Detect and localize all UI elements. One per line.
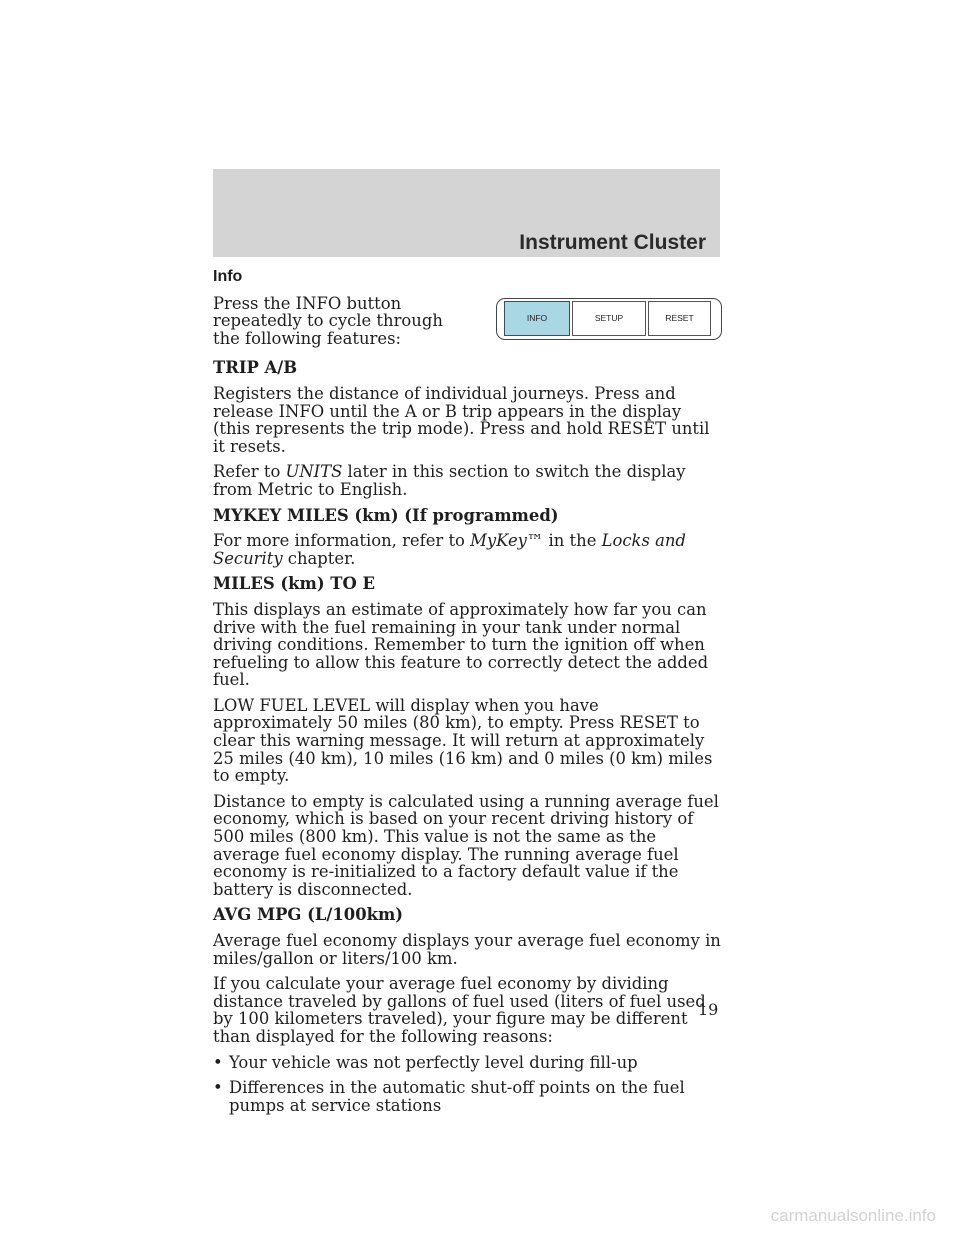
list-item (213, 1054, 721, 1072)
mykey-p-mid: in the (543, 531, 602, 551)
chapter-header (213, 169, 720, 257)
reset-button-illustration: RESET (648, 301, 711, 336)
bullet-icon: • (213, 1078, 223, 1098)
bullet-text: Differences in the automatic shut-off points on the fuel pumps at service stations (229, 1078, 685, 1115)
mykey-heading: MYKEY MILES (km) (If programmed) (213, 505, 559, 525)
info-intro-text: Press the INFO button repeatedly to cycle through the following features: (213, 293, 443, 348)
miles-to-e-paragraph-2: LOW FUEL LEVEL will display when you have approximately 50 miles (80 km), to empty. Press RESET to clear this warning message. It will return at approximately 25 miles (40 km), 10 miles (16 km) and 0 miles (0 km) miles to empty. (213, 695, 713, 786)
trip-p2-before: Refer to (213, 462, 286, 482)
mykey-reference: MyKey™ (470, 531, 544, 551)
setup-button-illustration: SETUP (572, 301, 646, 336)
info-intro-row (213, 295, 721, 356)
bullet-text: Your vehicle was not perfectly level during fill-up (229, 1052, 638, 1072)
avg-mpg-paragraph-1: Average fuel economy displays your average fuel economy in miles/gallon or liters/100 km. (213, 931, 721, 968)
avg-mpg-heading: AVG MPG (L/100km) (213, 905, 404, 925)
trip-heading: TRIP A/B (213, 358, 298, 378)
chapter-title: Instrument Cluster (519, 231, 706, 254)
trip-paragraph-2 (213, 463, 721, 498)
page-number: 19 (698, 1000, 719, 1019)
miles-to-e-paragraph-1: This displays an estimate of approximately how far you can drive with the fuel remaining in your tank under normal driving conditions. Remember to turn the ignition off when refueling to allow this feature to correctly detect the added fuel. (213, 599, 709, 690)
mykey-p-before: For more information, refer to (213, 531, 471, 551)
cluster-button-panel-illustration (496, 298, 722, 340)
watermark: carmanualsonline.info (770, 1206, 936, 1225)
page-content (213, 264, 721, 1122)
trip-p2-after: later in this section to switch the display from Metric to English. (213, 462, 686, 499)
units-reference: UNITS (285, 462, 343, 482)
info-heading: Info (213, 268, 243, 285)
list-item (213, 1079, 721, 1114)
mykey-p-after: chapter. (282, 548, 356, 568)
avg-mpg-paragraph-2: If you calculate your average fuel economy by dividing distance traveled by gallons of fuel used (liters of fuel used by 100 kilometers traveled), your figure may be different than displayed for the following reasons: (213, 974, 706, 1046)
trip-paragraph-1: Registers the distance of individual journeys. Press and release INFO until the A or B trip appears in the display (this represents the trip mode). Press and hold RESET until it resets. (213, 383, 710, 456)
miles-to-e-heading: MILES (km) TO E (213, 574, 375, 594)
miles-to-e-paragraph-3: Distance to empty is calculated using a running average fuel economy, which is based on your recent driving history of 500 miles (800 km). This value is not the same as the average fuel economy display. The running average fuel economy is re-initialized to a factory default value if the battery is disconnected. (213, 791, 719, 899)
bullet-icon: • (213, 1052, 223, 1072)
info-button-illustration: INFO (504, 301, 570, 336)
mykey-paragraph (213, 532, 721, 567)
locks-security-reference: Locks and Security (213, 531, 686, 568)
